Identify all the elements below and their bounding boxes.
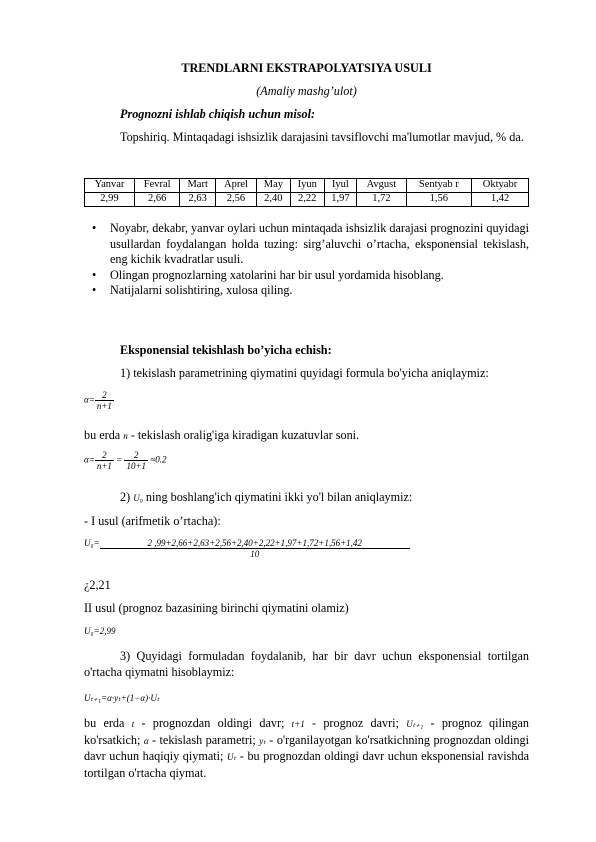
table-value-cell: 2,40 xyxy=(256,193,290,207)
table-value-cell: 1,97 xyxy=(324,193,357,207)
step1-text: 1) tekislash parametrining qiymatini quyidagi formula bo'yicha aniqlaymiz: xyxy=(120,366,489,380)
page-subtitle: (Amaliy mashg’ulot) xyxy=(256,84,357,98)
step2-text: 2) U₀ ning boshlang'ich qiymatini ikki yo'l bilan aniqlaymiz: xyxy=(120,490,413,504)
example-heading: Prognozni ishlab chiqish uchun misol: xyxy=(120,107,316,121)
table-header-cell: Iyul xyxy=(324,179,357,193)
table-header-cell: May xyxy=(256,179,290,193)
table-header-cell: Iyun xyxy=(290,179,324,193)
n-note: bu erda n - tekislash oralig'iga kiradigan kuzatuvlar soni. xyxy=(84,428,360,442)
formula-u0-mean: U₀= $\frac{2 ,99+2,66+2,63+2,56+2,40+2,22+1,97+1,72+1,56+1,42}{10}$ xyxy=(84,538,529,559)
formula-alpha-value: α= $\frac{2}{n+1}$ = $\frac{2}{10+1}$ ≈0.2 xyxy=(84,450,167,471)
formula-ut: Uₜ₊₁=α·yₜ+(1−α)·Uₜ xyxy=(84,693,160,703)
task-bullet-list xyxy=(84,221,529,299)
u0-mean-result: ¿2,21 xyxy=(84,578,111,592)
table-header-cell: Mart xyxy=(180,179,216,193)
table-value-cell: 2,99 xyxy=(85,193,135,207)
table-header-cell: Avgust xyxy=(357,179,407,193)
task-text: Topshiriq. Mintaqadagi ishsizlik darajasini tavsiflovchi ma'lumotlar mavjud, % da. xyxy=(120,130,524,144)
bullet-dot-icon: • xyxy=(92,283,97,297)
formula-u0-first: U₀=2,99 xyxy=(84,626,116,636)
unemployment-table xyxy=(84,178,529,207)
solution-heading: Eksponensial tekishlash bo’yicha echish: xyxy=(120,343,332,357)
explanation-text: bu erda t - prognozdan oldingi davr; t+1 - prognoz davri; Uₜ₊₁ - prognoz qilingan ko'rsatkich; α - tekislash parametri; yₜ - o'rganilayotgan ko'rsatkichning prognozdan oldingi davr uchun haqiqiy qiymati; Uₜ - bu prognozdan oldingi davr uchun eksponensial ravishda tortilgan o'rtacha qiymat. xyxy=(84,716,529,780)
table-header-cell: Oktyabr xyxy=(472,179,529,193)
bullet-item: • Olingan prognozlarning xatolarini har bir usul yordamida hisoblang. xyxy=(92,267,444,282)
bullet-dot-icon: • xyxy=(92,221,97,235)
table-value-cell: 2,63 xyxy=(180,193,216,207)
formula-alpha: α= $\frac{2}{n+1}$ xyxy=(84,390,112,411)
bullet-dot-icon: • xyxy=(92,267,97,282)
table-value-cell: 1,42 xyxy=(472,193,529,207)
table-value-cell: 1,72 xyxy=(357,193,407,207)
table-header-cell: Sentyab r xyxy=(406,179,471,193)
table-header-row xyxy=(85,179,529,193)
bullet-item: • Noyabr, dekabr, yanvar oylari uchun mintaqada ishsizlik darajasi prognozini quyidagi usullardan foydalangan holda tuzing: sirg’aluvchi o’rtacha, eksponensial tekislash, eng kichik kvadratlar usuli. xyxy=(92,221,529,266)
page-title: TRENDLARNI EKSTRAPOLYATSIYA USULI xyxy=(181,61,432,75)
step3-text: 3) Quyidagi formuladan foydalanib, har bir davr uchun eksponensial tortilgan o'rtacha qiymatni hisoblaymiz: xyxy=(84,649,529,679)
method2-text: II usul (prognoz bazasining birinchi qiymatini olamiz) xyxy=(84,601,349,615)
table-value-row xyxy=(85,193,529,207)
bullet-item: • Natijalarni solishtiring, xulosa qiling. xyxy=(92,283,293,297)
table-value-cell: 2,22 xyxy=(290,193,324,207)
table-header-cell: Fevral xyxy=(134,179,179,193)
table-value-cell: 1,56 xyxy=(406,193,471,207)
table-header-cell: Aprel xyxy=(215,179,256,193)
table-value-cell: 2,56 xyxy=(215,193,256,207)
method1-text: - I usul (arifmetik o’rtacha): xyxy=(84,514,221,528)
table-header-cell: Yanvar xyxy=(85,179,135,193)
table-value-cell: 2,66 xyxy=(134,193,179,207)
